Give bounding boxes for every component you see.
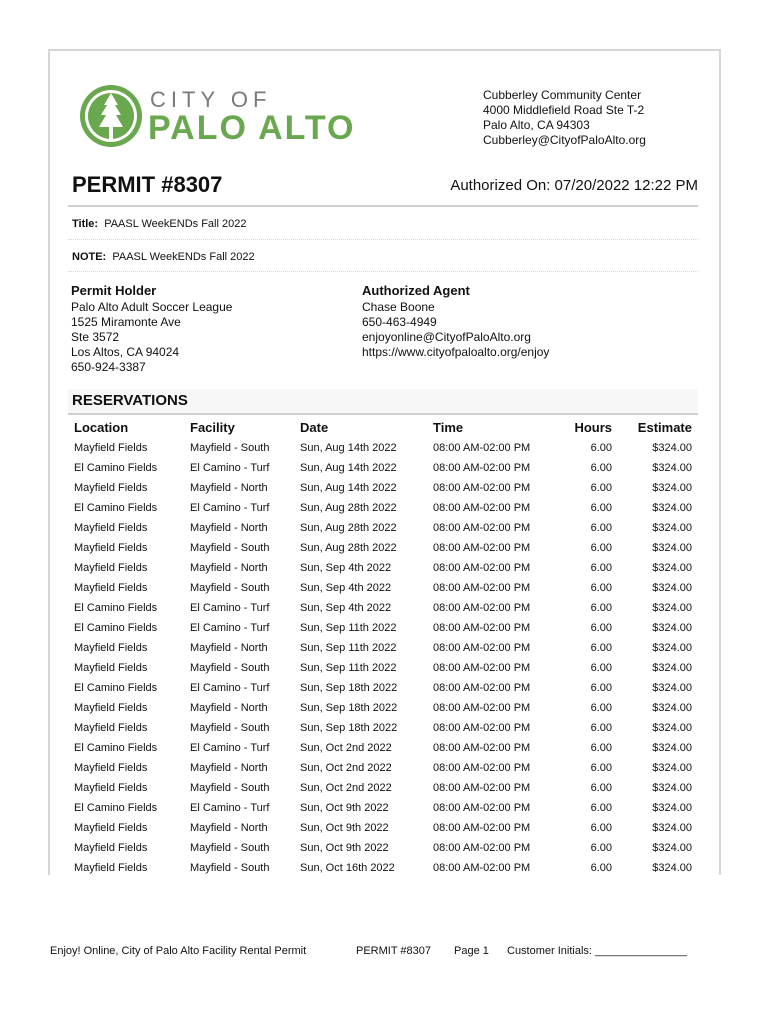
cell-date: Sun, Aug 28th 2022 bbox=[300, 522, 397, 534]
holder-suite: Ste 3572 bbox=[71, 330, 120, 344]
note-value: PAASL WeekENDs Fall 2022 bbox=[112, 251, 255, 263]
cell-time: 08:00 AM-02:00 PM bbox=[433, 742, 531, 754]
dotted-divider bbox=[68, 239, 698, 240]
cell-date: Sun, Aug 28th 2022 bbox=[300, 542, 397, 554]
cell-hours: 6.00 bbox=[590, 482, 612, 494]
table-row bbox=[68, 478, 698, 498]
header-divider bbox=[68, 205, 698, 207]
cell-facility: Mayfield - South bbox=[190, 662, 270, 674]
cell-facility: El Camino - Turf bbox=[190, 682, 270, 694]
cell-hours: 6.00 bbox=[590, 662, 612, 674]
col-estimate: Estimate bbox=[637, 419, 692, 435]
col-date: Date bbox=[300, 419, 329, 435]
cell-time: 08:00 AM-02:00 PM bbox=[433, 482, 531, 494]
cell-time: 08:00 AM-02:00 PM bbox=[433, 542, 531, 554]
cell-location: El Camino Fields bbox=[74, 802, 158, 814]
table-row bbox=[68, 578, 698, 598]
cell-location: El Camino Fields bbox=[74, 502, 158, 514]
authorized-agent bbox=[362, 283, 549, 360]
table-row bbox=[68, 798, 698, 818]
cell-location: Mayfield Fields bbox=[74, 822, 148, 834]
cell-date: Sun, Aug 14th 2022 bbox=[300, 462, 397, 474]
holder-phone: 650-924-3387 bbox=[71, 360, 146, 374]
cell-time: 08:00 AM-02:00 PM bbox=[433, 842, 531, 854]
cell-date: Sun, Sep 18th 2022 bbox=[300, 722, 398, 734]
cell-location: El Camino Fields bbox=[74, 742, 158, 754]
cell-facility: Mayfield - North bbox=[190, 762, 268, 774]
cell-date: Sun, Sep 11th 2022 bbox=[300, 662, 397, 674]
logo-name-text: PALO ALTO bbox=[148, 109, 356, 147]
cell-hours: 6.00 bbox=[590, 442, 612, 454]
cell-hours: 6.00 bbox=[590, 562, 612, 574]
table-row bbox=[68, 778, 698, 798]
table-row bbox=[68, 438, 698, 458]
cell-facility: Mayfield - North bbox=[190, 822, 268, 834]
cell-facility: El Camino - Turf bbox=[190, 502, 270, 514]
cell-location: Mayfield Fields bbox=[74, 842, 148, 854]
cell-location: Mayfield Fields bbox=[74, 862, 148, 874]
table-row bbox=[68, 618, 698, 638]
holder-city: Los Altos, CA 94024 bbox=[71, 345, 180, 359]
cell-hours: 6.00 bbox=[590, 702, 612, 714]
cell-facility: Mayfield - South bbox=[190, 782, 270, 794]
cell-date: Sun, Aug 28th 2022 bbox=[300, 502, 397, 514]
cell-facility: El Camino - Turf bbox=[190, 622, 270, 634]
authorized-on: Authorized On: 07/20/2022 12:22 PM bbox=[450, 177, 698, 194]
col-location: Location bbox=[74, 419, 129, 435]
table-row bbox=[68, 638, 698, 658]
cell-time: 08:00 AM-02:00 PM bbox=[433, 622, 531, 634]
cell-date: Sun, Sep 18th 2022 bbox=[300, 702, 398, 714]
reservations-table bbox=[68, 416, 698, 878]
cell-time: 08:00 AM-02:00 PM bbox=[433, 522, 531, 534]
cell-facility: El Camino - Turf bbox=[190, 742, 270, 754]
reservations-body bbox=[68, 438, 698, 878]
cell-hours: 6.00 bbox=[590, 642, 612, 654]
cell-estimate: $324.00 bbox=[652, 502, 692, 514]
cell-location: El Camino Fields bbox=[74, 622, 158, 634]
cell-time: 08:00 AM-02:00 PM bbox=[433, 862, 531, 874]
cell-facility: El Camino - Turf bbox=[190, 602, 270, 614]
cell-time: 08:00 AM-02:00 PM bbox=[433, 602, 531, 614]
cell-facility: Mayfield - North bbox=[190, 522, 268, 534]
cell-date: Sun, Oct 16th 2022 bbox=[300, 862, 395, 874]
table-row bbox=[68, 678, 698, 698]
cell-hours: 6.00 bbox=[590, 682, 612, 694]
address-line: 4000 Middlefield Road Ste T-2 bbox=[483, 103, 645, 117]
cell-estimate: $324.00 bbox=[652, 722, 692, 734]
cell-date: Sun, Oct 2nd 2022 bbox=[300, 742, 392, 754]
footer-permit: PERMIT #8307 bbox=[356, 945, 432, 957]
table-row bbox=[68, 838, 698, 858]
cell-date: Sun, Sep 11th 2022 bbox=[300, 622, 397, 634]
cell-date: Sun, Oct 2nd 2022 bbox=[300, 782, 392, 794]
note-line bbox=[72, 251, 255, 263]
cell-facility: Mayfield - South bbox=[190, 442, 270, 454]
cell-time: 08:00 AM-02:00 PM bbox=[433, 562, 531, 574]
cell-estimate: $324.00 bbox=[652, 842, 692, 854]
cell-estimate: $324.00 bbox=[652, 462, 692, 474]
cell-estimate: $324.00 bbox=[652, 522, 692, 534]
cell-date: Sun, Oct 9th 2022 bbox=[300, 822, 389, 834]
cell-location: Mayfield Fields bbox=[74, 662, 148, 674]
cell-facility: Mayfield - North bbox=[190, 482, 268, 494]
cell-location: Mayfield Fields bbox=[74, 562, 148, 574]
cell-location: Mayfield Fields bbox=[74, 482, 148, 494]
permit-title: PERMIT #8307 bbox=[72, 172, 223, 197]
cell-hours: 6.00 bbox=[590, 862, 612, 874]
cell-hours: 6.00 bbox=[590, 522, 612, 534]
cell-estimate: $324.00 bbox=[652, 582, 692, 594]
cell-time: 08:00 AM-02:00 PM bbox=[433, 642, 531, 654]
org-address bbox=[483, 88, 646, 148]
cell-hours: 6.00 bbox=[590, 802, 612, 814]
cell-facility: El Camino - Turf bbox=[190, 462, 270, 474]
permit-holder-heading: Permit Holder bbox=[71, 283, 157, 298]
cell-time: 08:00 AM-02:00 PM bbox=[433, 462, 531, 474]
cell-hours: 6.00 bbox=[590, 502, 612, 514]
cell-estimate: $324.00 bbox=[652, 562, 692, 574]
note-label: NOTE: bbox=[72, 251, 107, 263]
table-row bbox=[68, 538, 698, 558]
cell-facility: Mayfield - South bbox=[190, 722, 270, 734]
table-row bbox=[68, 698, 698, 718]
cell-time: 08:00 AM-02:00 PM bbox=[433, 802, 531, 814]
table-row bbox=[68, 718, 698, 738]
cell-hours: 6.00 bbox=[590, 842, 612, 854]
cell-time: 08:00 AM-02:00 PM bbox=[433, 662, 531, 674]
table-row bbox=[68, 598, 698, 618]
footer-title: Enjoy! Online, City of Palo Alto Facility Rental Permit bbox=[50, 945, 307, 957]
cell-facility: Mayfield - South bbox=[190, 862, 270, 874]
table-header-row bbox=[68, 416, 698, 438]
cell-location: Mayfield Fields bbox=[74, 582, 148, 594]
cell-hours: 6.00 bbox=[590, 722, 612, 734]
footer-initials: Customer Initials: _______________ bbox=[507, 945, 687, 957]
cell-facility: Mayfield - South bbox=[190, 582, 270, 594]
authorized-agent-heading: Authorized Agent bbox=[362, 283, 470, 298]
cell-location: El Camino Fields bbox=[74, 602, 158, 614]
cell-hours: 6.00 bbox=[590, 582, 612, 594]
cell-time: 08:00 AM-02:00 PM bbox=[433, 822, 531, 834]
title-value: PAASL WeekENDs Fall 2022 bbox=[104, 218, 247, 230]
cell-estimate: $324.00 bbox=[652, 482, 692, 494]
table-row bbox=[68, 818, 698, 838]
holder-name: Palo Alto Adult Soccer League bbox=[71, 300, 233, 314]
cell-estimate: $324.00 bbox=[652, 642, 692, 654]
cell-facility: Mayfield - North bbox=[190, 702, 268, 714]
cell-date: Sun, Aug 14th 2022 bbox=[300, 442, 397, 454]
cell-hours: 6.00 bbox=[590, 742, 612, 754]
table-row bbox=[68, 558, 698, 578]
cell-location: Mayfield Fields bbox=[74, 782, 148, 794]
cell-hours: 6.00 bbox=[590, 822, 612, 834]
cell-location: Mayfield Fields bbox=[74, 642, 148, 654]
cell-location: El Camino Fields bbox=[74, 462, 158, 474]
address-line: Cubberley Community Center bbox=[483, 88, 642, 102]
cell-time: 08:00 AM-02:00 PM bbox=[433, 782, 531, 794]
cell-time: 08:00 AM-02:00 PM bbox=[433, 722, 531, 734]
logo-city-text: CITY OF bbox=[150, 87, 272, 112]
table-row bbox=[68, 738, 698, 758]
cell-date: Sun, Oct 9th 2022 bbox=[300, 802, 389, 814]
cell-estimate: $324.00 bbox=[652, 802, 692, 814]
cell-estimate: $324.00 bbox=[652, 742, 692, 754]
cell-estimate: $324.00 bbox=[652, 442, 692, 454]
cell-date: Sun, Sep 18th 2022 bbox=[300, 682, 398, 694]
cell-time: 08:00 AM-02:00 PM bbox=[433, 702, 531, 714]
cell-time: 08:00 AM-02:00 PM bbox=[433, 682, 531, 694]
cell-estimate: $324.00 bbox=[652, 662, 692, 674]
table-row bbox=[68, 518, 698, 538]
holder-street: 1525 Miramonte Ave bbox=[71, 315, 181, 329]
agent-phone: 650-463-4949 bbox=[362, 315, 437, 329]
dotted-divider bbox=[68, 271, 698, 272]
cell-hours: 6.00 bbox=[590, 622, 612, 634]
permit-holder bbox=[71, 283, 232, 375]
cell-facility: Mayfield - North bbox=[190, 562, 268, 574]
table-row bbox=[68, 498, 698, 518]
cell-facility: Mayfield - South bbox=[190, 842, 270, 854]
col-hours: Hours bbox=[574, 419, 612, 435]
cell-hours: 6.00 bbox=[590, 782, 612, 794]
cell-estimate: $324.00 bbox=[652, 782, 692, 794]
footer-page: Page 1 bbox=[454, 945, 489, 957]
reservations-heading: RESERVATIONS bbox=[72, 392, 188, 409]
cell-estimate: $324.00 bbox=[652, 622, 692, 634]
agent-email[interactable]: enjoyonline@CityofPaloAlto.org bbox=[362, 330, 531, 344]
agent-name: Chase Boone bbox=[362, 300, 435, 314]
cell-facility: El Camino - Turf bbox=[190, 802, 270, 814]
cell-estimate: $324.00 bbox=[652, 702, 692, 714]
cell-date: Sun, Sep 4th 2022 bbox=[300, 602, 392, 614]
cell-time: 08:00 AM-02:00 PM bbox=[433, 582, 531, 594]
cell-location: Mayfield Fields bbox=[74, 762, 148, 774]
table-row bbox=[68, 858, 698, 878]
cell-location: Mayfield Fields bbox=[74, 702, 148, 714]
cell-hours: 6.00 bbox=[590, 542, 612, 554]
cell-location: Mayfield Fields bbox=[74, 522, 148, 534]
cell-time: 08:00 AM-02:00 PM bbox=[433, 502, 531, 514]
cell-location: Mayfield Fields bbox=[74, 542, 148, 554]
city-logo bbox=[78, 83, 378, 153]
cell-date: Sun, Oct 9th 2022 bbox=[300, 842, 389, 854]
table-row bbox=[68, 758, 698, 778]
cell-location: El Camino Fields bbox=[74, 682, 158, 694]
cell-time: 08:00 AM-02:00 PM bbox=[433, 762, 531, 774]
table-row bbox=[68, 658, 698, 678]
cell-hours: 6.00 bbox=[590, 762, 612, 774]
cell-location: Mayfield Fields bbox=[74, 442, 148, 454]
title-label: Title: bbox=[72, 218, 99, 230]
cell-facility: Mayfield - North bbox=[190, 642, 268, 654]
title-line bbox=[72, 218, 246, 230]
cell-date: Sun, Sep 4th 2022 bbox=[300, 582, 392, 594]
col-facility: Facility bbox=[190, 419, 235, 435]
tree-icon bbox=[78, 83, 144, 149]
cell-estimate: $324.00 bbox=[652, 762, 692, 774]
cell-estimate: $324.00 bbox=[652, 542, 692, 554]
cell-time: 08:00 AM-02:00 PM bbox=[433, 442, 531, 454]
cell-date: Sun, Aug 14th 2022 bbox=[300, 482, 397, 494]
cell-date: Sun, Oct 2nd 2022 bbox=[300, 762, 392, 774]
cell-estimate: $324.00 bbox=[652, 682, 692, 694]
col-time: Time bbox=[433, 419, 464, 435]
table-row bbox=[68, 458, 698, 478]
reservations-header bbox=[68, 389, 698, 415]
cell-hours: 6.00 bbox=[590, 462, 612, 474]
cell-estimate: $324.00 bbox=[652, 822, 692, 834]
address-line: Palo Alto, CA 94303 bbox=[483, 118, 590, 132]
address-email: Cubberley@CityofPaloAlto.org bbox=[483, 133, 646, 147]
cell-estimate: $324.00 bbox=[652, 862, 692, 874]
cell-date: Sun, Sep 11th 2022 bbox=[300, 642, 397, 654]
cell-date: Sun, Sep 4th 2022 bbox=[300, 562, 392, 574]
agent-url[interactable]: https://www.cityofpaloalto.org/enjoy bbox=[362, 345, 550, 359]
cell-hours: 6.00 bbox=[590, 602, 612, 614]
cell-facility: Mayfield - South bbox=[190, 542, 270, 554]
cell-location: Mayfield Fields bbox=[74, 722, 148, 734]
cell-estimate: $324.00 bbox=[652, 602, 692, 614]
